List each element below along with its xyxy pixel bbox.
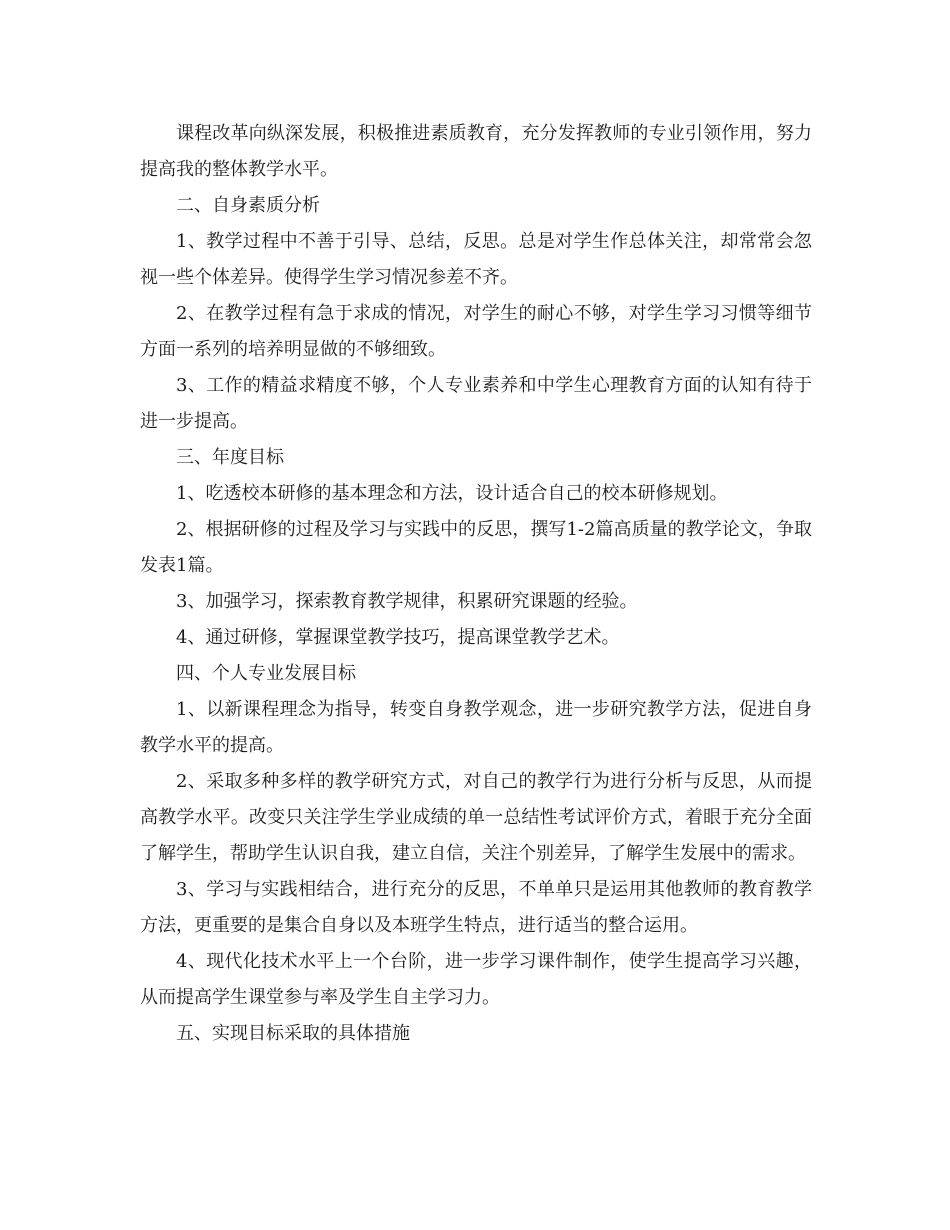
paragraph-self-analysis-1: 1、教学过程中不善于引导、总结，反思。总是对学生作总体关注，却常常会忽视一些个体差异。使得学生学习情况参差不齐。 xyxy=(140,231,812,288)
paragraph-professional-goal-1: 1、以新课程理念为指导，转变自身教学观念，进一步研究教学方法，促进自身教学水平的提高。 xyxy=(140,699,812,756)
paragraph-self-analysis-2: 2、在教学过程有急于求成的情况，对学生的耐心不够，对学生学习习惯等细节方面一系列的培养明显做的不够细致。 xyxy=(140,303,812,360)
paragraph-professional-goal-4: 4、现代化技术水平上一个台阶，进一步学习课件制作，使学生提高学习兴趣，从而提高学生课堂参与率及学生自主学习力。 xyxy=(140,951,812,1008)
section-heading-measures: 五、实现目标采取的具体措施 xyxy=(176,1023,410,1044)
paragraph-professional-goal-3: 3、学习与实践相结合，进行充分的反思，不单单只是运用其他教师的教育教学方法，更重要的是集合自身以及本班学生特点，进行适当的整合运用。 xyxy=(140,879,812,936)
paragraph-annual-goal-4: 4、通过研修，掌握课堂教学技巧，提高课堂教学艺术。 xyxy=(176,627,620,648)
paragraph-annual-goal-3: 3、加强学习，探索教育教学规律，积累研究课题的经验。 xyxy=(176,591,638,612)
paragraph-intro-continuation: 课程改革向纵深发展，积极推进素质教育，充分发挥教师的专业引领作用，努力提高我的整体教学水平。 xyxy=(140,123,812,180)
paragraph-professional-goal-2: 2、采取多种多样的教学研究方式，对自己的教学行为进行分析与反思，从而提高教学水平。改变只关注学生学业成绩的单一总结性考试评价方式，着眼于充分全面了解学生，帮助学生认识自我，建立自信，关注个别差异，了解学生发展中的需求。 xyxy=(140,771,812,864)
section-heading-annual-goals: 三、年度目标 xyxy=(176,447,284,468)
paragraph-self-analysis-3: 3、工作的精益求精度不够，个人专业素养和中学生心理教育方面的认知有待于进一步提高。 xyxy=(140,375,812,432)
section-heading-professional-goals: 四、个人专业发展目标 xyxy=(176,663,356,684)
document-body xyxy=(140,116,812,1052)
paragraph-annual-goal-1: 1、吃透校本研修的基本理念和方法，设计适合自己的校本研修规划。 xyxy=(176,483,728,504)
section-heading-self-analysis: 二、自身素质分析 xyxy=(176,195,320,216)
paragraph-annual-goal-2: 2、根据研修的过程及学习与实践中的反思，撰写1-2篇高质量的教学论文，争取发表1篇。 xyxy=(140,519,812,576)
